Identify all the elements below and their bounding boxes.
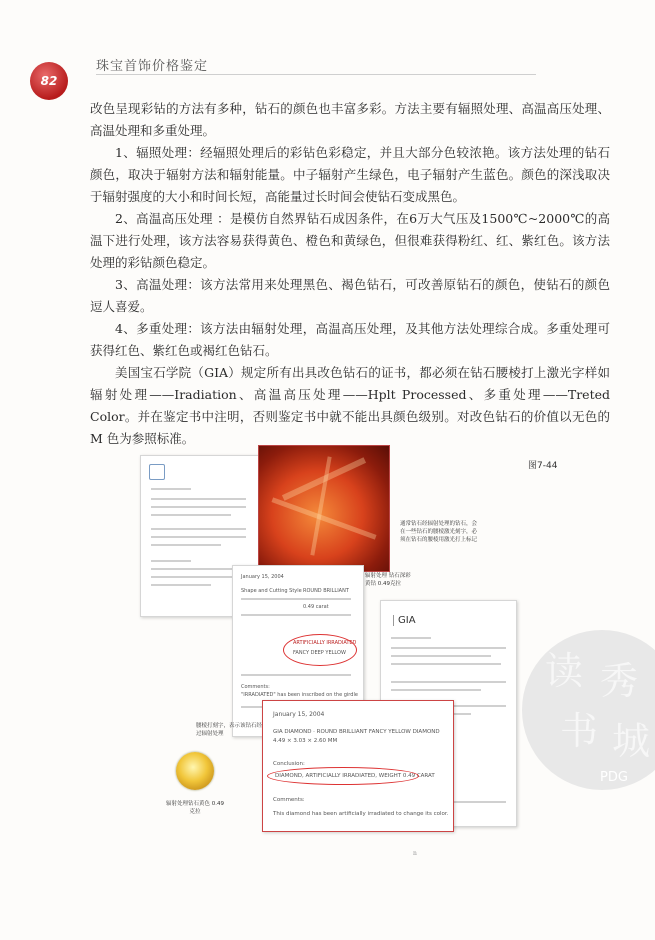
- paragraph: 2、高温高压处理 ：是模仿自然界钻石成因条件，在6万大气压及1500℃~2000℃的高温下进行处理，该方法容易获得黄色、橙色和黄绿色，但很难获得粉红、红、紫红色。该方法处理的彩钻颜色稳定。: [90, 211, 610, 270]
- middle-cert-caption: 辐射处理 钻石深彩黄钻 0.49克拉: [365, 573, 411, 587]
- figure-label: 图7-44: [528, 461, 558, 471]
- highlight-ellipse: [283, 634, 357, 666]
- yellow-diamond-image: [176, 752, 214, 790]
- paragraph: 3、高温处理：该方法常用来处理黑色、褐色钻石，可改善原钻石的颜色，使钻石的颜色逗人喜爱。: [90, 277, 610, 314]
- body-text: [90, 98, 610, 450]
- left-caption: 腰棱打刻字，表示该钻石经过辐射处理: [196, 723, 263, 737]
- certificate-middle: January 15, 2004 Shape and Cutting Style ROUND BRILLIANT 0.49 carat ARTIFICIALLY IRRADIATED FANCY DEEP YELLOW Comments: "IRRADIATED" has been inscribed on the girdle: [232, 565, 364, 737]
- page-number: 82: [40, 74, 58, 88]
- paragraph: 美国宝石学院（GIA）规定所有出具改色钻石的证书，都必须在钻石腰棱打上激光字样如辐射处理——Iradiation、高温高压处理——Hplt Processed、多重处理——Treted Color。并在鉴定书中注明，否则鉴定书中就不能出具颜色级别。对改色钻石的价值以无色的M 色为参照标准。: [90, 365, 610, 446]
- gem-caption: 辐射处理钻石黄色 0.49克拉: [166, 801, 224, 815]
- watermark-char: 秀: [600, 659, 639, 703]
- footer-mark: n: [413, 850, 417, 857]
- photo-caption: 通常钻石经辐射处理的钻石，会在一些钻石的腰棱激光刻字，必须在钻石的腰棱用激光打上标记: [400, 521, 478, 543]
- paragraph: 改色呈现彩钻的方法有多种，钻石的颜色也丰富多彩。方法主要有辐照处理、高温高压处理、高温处理和多重处理。: [90, 101, 610, 138]
- watermark-pdg: PDG: [600, 770, 628, 785]
- certificate-front: January 15, 2004 GIA DIAMOND · ROUND BRILLIANT FANCY YELLOW DIAMOND 4.49 × 3.03 × 2.60 MM Conclusion: DIAMOND, ARTIFICIALLY IRRADIATED, WEIGHT 0.49 CARAT Comments: This diamond has been artificially irradiated to change its color.: [262, 700, 454, 832]
- irradiated-diamond-photo: [258, 445, 390, 572]
- running-header-title: 珠宝首饰价格鉴定: [96, 59, 209, 74]
- conclusion-highlight-ellipse: [267, 767, 419, 785]
- paragraph: 4、多重处理：该方法由辐射处理，高温高压处理，及其他方法处理综合成。多重处理可获得红色、紫红色或褐红色钻石。: [90, 321, 610, 358]
- watermark-char: 书: [560, 709, 599, 753]
- certificate-right: GIA: [380, 600, 517, 827]
- gia-logo-icon: [149, 464, 165, 480]
- header-rule: [96, 74, 536, 75]
- paragraph: 1、辐照处理：经辐照处理后的彩钻色彩稳定，并且大部分色较浓艳。该方法处理的钻石颜色，取决于辐射方法和辐射能量。中子辐射产生绿色，电子辐射产生蓝色。颜色的深浅取决于辐射强度的大小和时间长短，高能量过长时间会使钻石变成黑色。: [90, 145, 610, 204]
- page-number-badge: [30, 62, 68, 100]
- watermark-char: 读: [545, 649, 584, 693]
- watermark-char: 城: [612, 719, 651, 763]
